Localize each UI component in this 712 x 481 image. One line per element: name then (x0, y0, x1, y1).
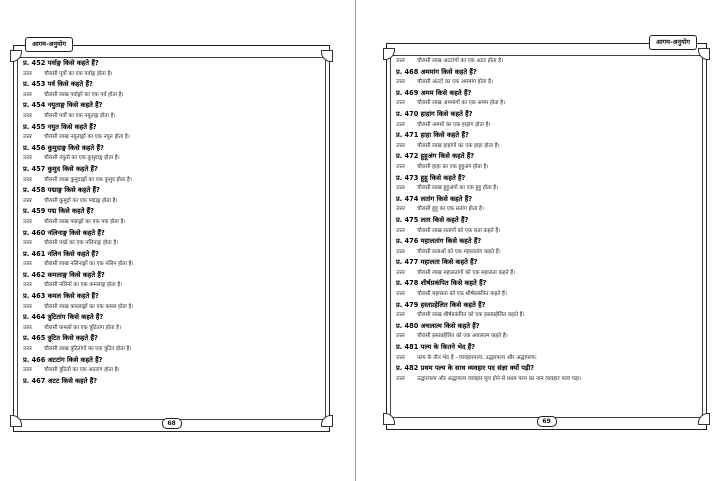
question-line: प्र. 473 हूहू किसे कहते हैं? (396, 173, 466, 182)
answer-text: चौरासी लाख त्रुटितांगों का एक त्रुटित होता है। (44, 346, 132, 353)
page-number: 69 (537, 416, 557, 427)
answer-line (396, 204, 698, 215)
answer-label: उत्तर (23, 91, 32, 98)
answer-text: चौरासी लाख हूहूअंगों का एक हूहू होता है। (417, 185, 499, 192)
answer-label: उत्तर (396, 206, 405, 213)
question-line: प्र. 479 हस्तप्रहेलित किसे कहते हैं? (396, 300, 486, 309)
answer-line (23, 69, 321, 80)
answer-label: उत्तर (396, 375, 405, 382)
right-page (386, 35, 707, 438)
answer-label: उत्तर (23, 282, 32, 289)
answer-line (396, 374, 698, 385)
answer-label: उत्तर (23, 218, 32, 225)
answer-text: चौरासी महालता को एक शीर्षप्रकंपित कहते हैं। (417, 291, 507, 298)
question-line: प्र. 467 अटट किसे कहते हैं? (23, 376, 98, 385)
answer-text: चौरासी लाख शीर्षप्रकंपित को एक हस्तप्रहेलित कहते हैं। (417, 312, 525, 319)
question-line: प्र. 454 नयुताङ्ग किसे कहते हैं? (23, 101, 103, 110)
answer-line (396, 56, 698, 67)
answer-line (23, 132, 321, 143)
question-line: प्र. 453 पर्व किसे कहते हैं? (23, 80, 93, 89)
answer-line (23, 365, 321, 376)
answer-line (23, 238, 321, 249)
question-line: प्र. 475 लता किसे कहते हैं? (396, 215, 469, 224)
answer-line (396, 353, 698, 364)
answer-label: उत्तर (396, 248, 405, 255)
question-line: प्र. 468 अममांग किसे कहते हैं? (396, 67, 477, 76)
question-line: प्र. 462 कमलाङ्ग किसे कहते हैं? (23, 270, 105, 279)
answer-text: चौरासी हाहा का एक हूहूअंग होता है। (417, 163, 489, 170)
answer-line (396, 141, 698, 152)
question-line: प्र. 461 नलिन किसे कहते हैं? (23, 249, 99, 258)
answer-text: चौरासी लाख पर्वाङ्गों का एक पर्व होता है। (44, 91, 124, 98)
answer-text: चौरासी त्रुटितों का एक अटटांग होता है। (44, 367, 120, 374)
answer-label: उत्तर (396, 79, 405, 86)
answer-label: उत्तर (23, 70, 32, 77)
answer-line (396, 120, 698, 131)
answer-text: उद्धारपल्य और अद्धापल्य व्यवहार मूल होने से प्रथम पल्य का नाम व्यवहार पल्य पड़ा। (417, 375, 582, 382)
answer-text: चौरासी लाख लतांगों को एक लता कहते हैं। (417, 227, 501, 234)
answer-label: उत्तर (396, 333, 405, 340)
answer-line (396, 247, 698, 258)
answer-line (23, 259, 321, 270)
question-line: प्र. 459 पद्म किसे कहते हैं? (23, 207, 94, 216)
answer-text: चौरासी हस्तप्रहेलित को एक अचलात्म कहते हैं। (417, 333, 508, 340)
answer-label: उत्तर (396, 227, 405, 234)
answer-text: चौरासी लाख अटटांगों का एक अटट होता है। (417, 58, 504, 64)
question-line: प्र. 472 हूहूअंग किसे कहते हैं? (396, 152, 475, 161)
answer-text: चौरासी लाख कमलाङ्गों का एक कमल होता है। (44, 303, 134, 310)
answer-text: चौरासी हूहू का एक लतांग होता है। (417, 206, 484, 213)
answer-line (23, 302, 321, 313)
answer-text: चौरासी लाख पद्माङ्गों का एक पद्म होता है। (44, 218, 126, 225)
question-line: प्र. 480 अचलात्म किसे कहते हैं? (396, 321, 480, 330)
answer-line (396, 331, 698, 342)
answer-text: चौरासी अममों का एक हाहांग होता है। (417, 121, 491, 128)
question-line: प्र. 452 पर्वाङ्ग किसे कहते हैं? (23, 59, 99, 67)
answer-label: उत्तर (23, 367, 32, 374)
answer-text: चौरासी लाख नयुताङ्गों का एक नयुत होता है। (44, 134, 130, 141)
answer-label: उत्तर (396, 269, 405, 276)
question-line: प्र. 474 लतांग किसे कहते हैं? (396, 194, 473, 203)
answer-label: उत्तर (396, 121, 405, 128)
answer-text: चौरासी नयुतों का एक कुमुदाङ्ग होता है। (44, 155, 120, 162)
answer-label: उत्तर (23, 197, 32, 204)
page-border-frame (386, 43, 707, 430)
answer-label: उत्तर (23, 324, 32, 331)
answer-line (23, 280, 321, 291)
answer-label: उत्तर (396, 58, 405, 64)
question-line: प्र. 464 त्रुटितांग किसे कहते हैं? (23, 313, 104, 322)
answer-text: चौरासी लाख हाहांगों का एक हाहा होता है। (417, 142, 500, 149)
question-line: प्र. 470 हाहांग किसे कहते हैं? (396, 109, 473, 118)
answer-label: उत्तर (396, 185, 405, 192)
answer-line (23, 153, 321, 164)
answer-label: उत्तर (23, 176, 32, 183)
question-line: प्र. 463 कमल किसे कहते हैं? (23, 292, 99, 301)
answer-label: उत्तर (396, 163, 405, 170)
answer-label: उत्तर (23, 134, 32, 141)
question-line: प्र. 471 हाहा किसे कहते हैं? (396, 131, 469, 140)
answer-line (396, 183, 698, 194)
answer-text: चौरासी पर्वों का एक नयुताङ्ग होता है। (44, 112, 116, 119)
page-number: 68 (162, 418, 182, 429)
question-line: प्र. 455 नयुत किसे कहते हैं? (23, 122, 97, 131)
question-line: प्र. 478 शीर्षप्रकंपित किसे कहते हैं? (396, 279, 487, 288)
answer-label: उत्तर (396, 291, 405, 298)
answer-text: चौरासी लाख कुमुदाङ्गों का एक कुमुद होता है। (44, 176, 132, 183)
book-gutter-divider (355, 0, 356, 481)
question-line: प्र. 466 अटटांग किसे कहते हैं? (23, 355, 103, 364)
answer-text: चौरासी अटटों का एक अममांग होता है। (417, 79, 493, 86)
answer-line (23, 217, 321, 228)
answer-text: चौरासी कमलों का एक त्रुटितांग होता है। (44, 324, 122, 331)
answer-line (23, 111, 321, 122)
answer-text: चौरासी पद्मों का एक नलिनाङ्ग होता है। (44, 240, 119, 247)
answer-label: उत्तर (396, 312, 405, 319)
answer-line (396, 162, 698, 173)
answer-label: उत्तर (23, 240, 32, 247)
answer-text: चौरासी लताओं को एक महालतांग कहते हैं। (417, 248, 501, 255)
answer-text: पल्य के तीन भेद हैं - व्यवहारपल्य, उद्धारपल्य और अद्धापल्य। (417, 354, 537, 361)
question-line: प्र. 477 महालता किसे कहते हैं? (396, 258, 478, 267)
answer-line (23, 90, 321, 101)
qa-lines-right (396, 56, 698, 384)
answer-text: चौरासी पूर्वों का एक पर्वाङ्ग होता है। (44, 70, 113, 77)
answer-line (23, 175, 321, 186)
question-line: प्र. 460 नलिनाङ्ग किसे कहते हैं? (23, 228, 105, 237)
answer-label: उत्तर (23, 261, 32, 268)
question-line: प्र. 456 कुमुदाङ्ग किसे कहते हैं? (23, 143, 104, 152)
answer-label: उत्तर (23, 155, 32, 162)
page-border-frame (13, 45, 330, 432)
answer-line (396, 289, 698, 300)
answer-line (396, 310, 698, 321)
question-line: प्र. 457 कुमुद किसे कहते हैं? (23, 164, 98, 173)
answer-line (23, 344, 321, 355)
question-line: प्र. 481 पल्य के कितने भेद हैं? (396, 343, 476, 352)
answer-text: चौरासी लाख नलिनाङ्गों का एक नलिन होता है। (44, 261, 134, 268)
question-line: प्र. 465 त्रुटित किसे कहते हैं? (23, 334, 98, 343)
answer-label: उत्तर (23, 112, 32, 119)
answer-line (23, 196, 321, 207)
running-header: आगम-अनुयोग (649, 35, 697, 50)
answer-line (23, 323, 321, 334)
answer-line (396, 77, 698, 88)
answer-label: उत्तर (396, 142, 405, 149)
question-line: प्र. 458 पद्माङ्ग किसे कहते हैं? (23, 186, 100, 195)
qa-lines-left (23, 58, 321, 386)
answer-label: उत्तर (23, 346, 32, 353)
question-line: प्र. 469 अमम किसे कहते हैं? (396, 88, 472, 97)
answer-text: चौरासी लाख महालतांगों को एक महालता कहते हैं। (417, 269, 516, 276)
answer-text: चौरासी कुमुदों का एक पद्माङ्ग होता है। (44, 197, 118, 204)
left-page (13, 37, 330, 440)
answer-label: उत्तर (23, 303, 32, 310)
answer-line (396, 226, 698, 237)
answer-text: चौरासी नलिनों का एक कमलाङ्ग होता है। (44, 282, 123, 289)
answer-label: उत्तर (396, 354, 405, 361)
answer-text: चौरासी लाख अममांगों का एक अमम होता है। (417, 100, 506, 107)
answer-line (396, 268, 698, 279)
question-line: प्र. 482 प्रथम पल्य के साथ व्यवहार पद संज्ञा क्यों पड़ी? (396, 364, 535, 373)
question-line: प्र. 476 महालतांग किसे कहते हैं? (396, 237, 482, 246)
running-header: आगम-अनुयोग (25, 37, 73, 52)
answer-line (396, 98, 698, 109)
answer-label: उत्तर (396, 100, 405, 107)
